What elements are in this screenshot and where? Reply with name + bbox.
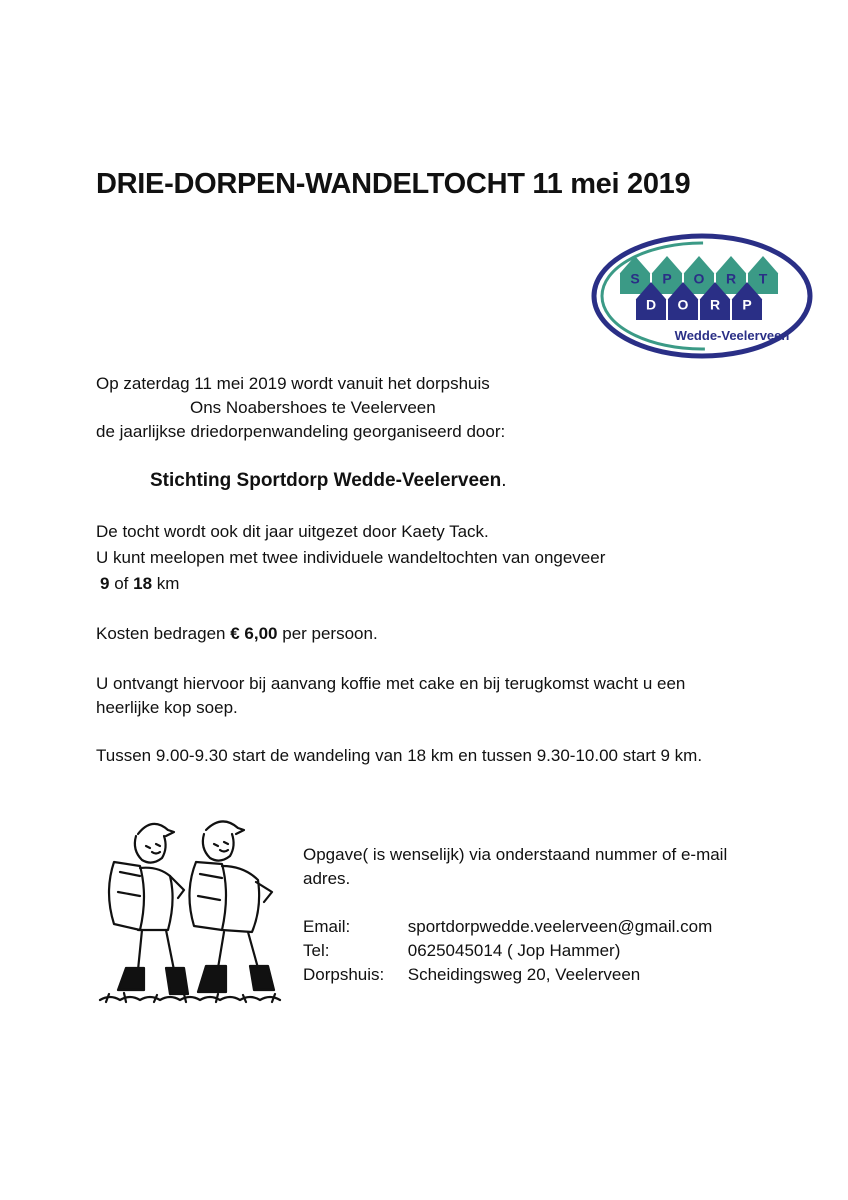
signup-line-1: Opgave( is wenselijk) via onderstaand nummer of e-mail [303,845,728,864]
intro-line-1: Op zaterdag 11 mei 2019 wordt vanuit het dorpshuis [96,374,490,393]
logo-bottom-0-letter: D [645,296,657,313]
costs-prefix: Kosten bedragen [96,624,226,643]
signup-line-2: adres. [303,869,351,888]
venue-label: Dorpshuis: [303,965,385,984]
contact-email-row [303,915,712,939]
sportdorp-logo [590,230,814,362]
intro-line-3: de jaarlijkse driedorpenwandeling georganiseerd door: [96,422,506,441]
route-line-1: De tocht wordt ook dit jaar uitgezet door Kaety Tack. [96,522,489,541]
logo-top-3-letter: R [725,270,737,287]
logo-top-2-letter: O [693,270,705,287]
venue-value: Scheidingsweg 20, Veelerveen [407,965,641,984]
tel-label: Tel: [303,941,330,960]
organizer-name: Stichting Sportdorp Wedde-Veelerveen [150,470,502,491]
route-line-2: U kunt meelopen met twee individuele wandeltochten van ongeveer [96,548,606,567]
route-distances [100,572,179,596]
costs-amount: € 6,00 [230,624,278,643]
costs-suffix: per persoon. [282,624,378,643]
logo-top-4-letter: T [758,270,768,287]
distance-unit: km [156,574,180,593]
distance-short: 9 [100,574,110,593]
logo-bottom-1-letter: O [677,296,689,313]
email-label: Email: [303,917,351,936]
tel-value[interactable]: 0625045014 ( Jop Hammer) [407,941,621,960]
logo-place-text: Wedde-Veelerveen [674,328,790,343]
start-times: Tussen 9.00-9.30 start de wandeling van 18 km en tussen 9.30-10.00 start 9 km. [96,746,703,765]
logo-bottom-3-letter: P [742,296,752,313]
organizer-period: . [501,470,507,491]
receive-line-1: U ontvangt hiervoor bij aanvang koffie met cake en bij terugkomst wacht u een [96,674,686,693]
organizer-line [150,470,507,492]
contact-venue-row [303,963,640,987]
receive-line-2: heerlijke kop soep. [96,698,238,717]
logo-top-1-letter: P [662,270,672,287]
distance-long: 18 [133,574,153,593]
hikers-illustration [96,812,292,1008]
costs-line [96,622,378,646]
page-title: DRIE-DORPEN-WANDELTOCHT 11 mei 2019 [96,168,691,200]
logo-bottom-2-letter: R [709,296,721,313]
contact-tel-row [303,939,620,963]
intro-line-2: Ons Noabershoes te Veelerveen [190,398,436,417]
logo-top-0-letter: S [630,270,640,287]
email-value[interactable]: sportdorpwedde.veelerveen@gmail.com [407,917,713,936]
distance-or: of [114,574,129,593]
